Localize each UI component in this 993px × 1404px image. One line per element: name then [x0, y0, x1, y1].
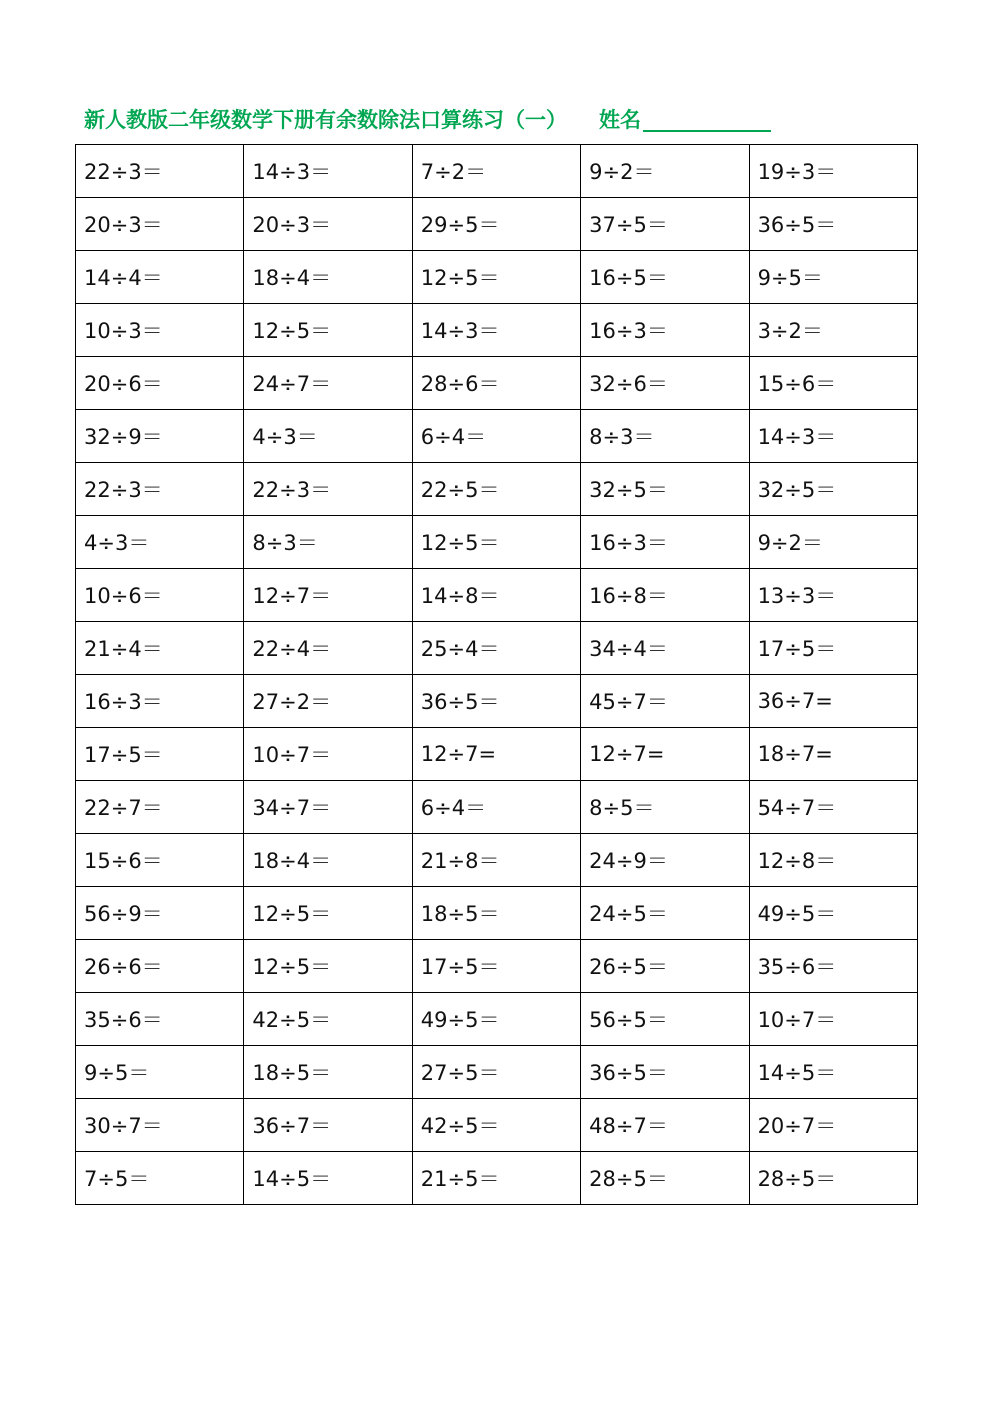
- problem-cell: 12÷5＝: [244, 304, 412, 357]
- problem-cell: 22÷3＝: [76, 145, 244, 198]
- problem-cell: 36÷5＝: [581, 1046, 749, 1099]
- problem-cell: 8÷5＝: [581, 781, 749, 834]
- problem-cell: 28÷6＝: [412, 357, 580, 410]
- problem-cell: 18÷7=: [749, 728, 917, 781]
- problem-cell: 32÷5＝: [581, 463, 749, 516]
- problem-cell: 54÷7＝: [749, 781, 917, 834]
- problem-cell: 16÷3＝: [581, 516, 749, 569]
- problem-cell: 22÷5＝: [412, 463, 580, 516]
- problem-cell: 8÷3＝: [581, 410, 749, 463]
- problem-cell: 35÷6＝: [76, 993, 244, 1046]
- problem-cell: 27÷2＝: [244, 675, 412, 728]
- problem-cell: 20÷6＝: [76, 357, 244, 410]
- problem-cell: 30÷7＝: [76, 1099, 244, 1152]
- problem-cell: 29÷5＝: [412, 198, 580, 251]
- problem-cell: 17÷5＝: [749, 622, 917, 675]
- problem-cell: 9÷2＝: [749, 516, 917, 569]
- problem-cell: 27÷5＝: [412, 1046, 580, 1099]
- problem-cell: 10÷6＝: [76, 569, 244, 622]
- problem-cell: 20÷7＝: [749, 1099, 917, 1152]
- problem-cell: 32÷6＝: [581, 357, 749, 410]
- problem-cell: 13÷3＝: [749, 569, 917, 622]
- problem-cell: 20÷3＝: [76, 198, 244, 251]
- problem-cell: 56÷9＝: [76, 887, 244, 940]
- problem-cell: 9÷2＝: [581, 145, 749, 198]
- problem-cell: 21÷4＝: [76, 622, 244, 675]
- problem-cell: 4÷3＝: [244, 410, 412, 463]
- problem-cell: 9÷5＝: [76, 1046, 244, 1099]
- problem-cell: 14÷4＝: [76, 251, 244, 304]
- problem-cell: 32÷5＝: [749, 463, 917, 516]
- problem-cell: 28÷5＝: [581, 1152, 749, 1205]
- problem-cell: 16÷3＝: [581, 304, 749, 357]
- problem-cell: 48÷7＝: [581, 1099, 749, 1152]
- name-label: 姓名: [599, 107, 641, 132]
- problem-cell: 14÷3＝: [244, 145, 412, 198]
- problem-cell: 25÷4＝: [412, 622, 580, 675]
- problem-cell: 19÷3＝: [749, 145, 917, 198]
- problem-cell: 14÷8＝: [412, 569, 580, 622]
- problem-cell: 16÷3＝: [76, 675, 244, 728]
- problem-cell: 16÷5＝: [581, 251, 749, 304]
- problem-cell: 24÷9＝: [581, 834, 749, 887]
- problem-row: [76, 569, 918, 622]
- problem-cell: 20÷3＝: [244, 198, 412, 251]
- problem-cell: 7÷2＝: [412, 145, 580, 198]
- problem-cell: 36÷5＝: [412, 675, 580, 728]
- problem-cell: 34÷7＝: [244, 781, 412, 834]
- problem-cell: 10÷3＝: [76, 304, 244, 357]
- problem-row: [76, 675, 918, 728]
- problem-row: [76, 410, 918, 463]
- problem-cell: 26÷5＝: [581, 940, 749, 993]
- problem-row: [76, 940, 918, 993]
- problem-cell: 12÷7=: [581, 728, 749, 781]
- problem-cell: 12÷8＝: [749, 834, 917, 887]
- problem-cell: 42÷5＝: [244, 993, 412, 1046]
- problem-cell: 56÷5＝: [581, 993, 749, 1046]
- problem-cell: 22÷3＝: [244, 463, 412, 516]
- problem-cell: 16÷8＝: [581, 569, 749, 622]
- problem-row: [76, 198, 918, 251]
- problem-cell: 14÷3＝: [749, 410, 917, 463]
- problem-cell: 32÷9＝: [76, 410, 244, 463]
- problem-row: [76, 1046, 918, 1099]
- problem-cell: 36÷7＝: [244, 1099, 412, 1152]
- problem-row: [76, 251, 918, 304]
- problem-cell: 36÷5＝: [749, 198, 917, 251]
- problem-row: [76, 357, 918, 410]
- problem-cell: 12÷5＝: [244, 940, 412, 993]
- problem-row: [76, 622, 918, 675]
- problem-row: [76, 834, 918, 887]
- problem-row: [76, 1152, 918, 1205]
- problem-cell: 14÷5＝: [749, 1046, 917, 1099]
- problem-cell: 36÷7=: [749, 675, 917, 728]
- problem-cell: 6÷4＝: [412, 781, 580, 834]
- problem-cell: 24÷7＝: [244, 357, 412, 410]
- problem-cell: 15÷6＝: [76, 834, 244, 887]
- problem-cell: 49÷5＝: [412, 993, 580, 1046]
- problem-cell: 7÷5＝: [76, 1152, 244, 1205]
- problem-cell: 8÷3＝: [244, 516, 412, 569]
- problem-cell: 12÷5＝: [412, 516, 580, 569]
- problem-cell: 28÷5＝: [749, 1152, 917, 1205]
- problem-grid: [75, 144, 918, 1205]
- problem-cell: 34÷4＝: [581, 622, 749, 675]
- problem-cell: 18÷5＝: [244, 1046, 412, 1099]
- worksheet-header: [84, 104, 771, 134]
- problem-cell: 17÷5＝: [412, 940, 580, 993]
- problem-row: [76, 728, 918, 781]
- problem-cell: 3÷2＝: [749, 304, 917, 357]
- problem-row: [76, 516, 918, 569]
- problem-cell: 9÷5＝: [749, 251, 917, 304]
- problem-cell: 12÷5＝: [244, 887, 412, 940]
- problem-row: [76, 993, 918, 1046]
- problem-row: [76, 1099, 918, 1152]
- problem-cell: 12÷5＝: [412, 251, 580, 304]
- problem-cell: 35÷6＝: [749, 940, 917, 993]
- problem-cell: 14÷5＝: [244, 1152, 412, 1205]
- problem-cell: 15÷6＝: [749, 357, 917, 410]
- problem-cell: 17÷5＝: [76, 728, 244, 781]
- problem-cell: 49÷5＝: [749, 887, 917, 940]
- problem-cell: 12÷7＝: [244, 569, 412, 622]
- problem-cell: 10÷7＝: [244, 728, 412, 781]
- problem-cell: 18÷5＝: [412, 887, 580, 940]
- problem-cell: 18÷4＝: [244, 834, 412, 887]
- problem-cell: 10÷7＝: [749, 993, 917, 1046]
- problem-cell: 37÷5＝: [581, 198, 749, 251]
- problem-row: [76, 887, 918, 940]
- problem-cell: 24÷5＝: [581, 887, 749, 940]
- problem-row: [76, 463, 918, 516]
- problem-cell: 21÷5＝: [412, 1152, 580, 1205]
- page-title: 新人教版二年级数学下册有余数除法口算练习（一）: [84, 107, 567, 132]
- problem-cell: 14÷3＝: [412, 304, 580, 357]
- problem-cell: 12÷7=: [412, 728, 580, 781]
- problem-cell: 6÷4＝: [412, 410, 580, 463]
- problem-row: [76, 304, 918, 357]
- problem-row: [76, 781, 918, 834]
- problem-cell: 22÷7＝: [76, 781, 244, 834]
- problem-row: [76, 145, 918, 198]
- problem-cell: 42÷5＝: [412, 1099, 580, 1152]
- name-blank-line[interactable]: [643, 130, 771, 132]
- problem-cell: 4÷3＝: [76, 516, 244, 569]
- problem-cell: 22÷3＝: [76, 463, 244, 516]
- problem-cell: 26÷6＝: [76, 940, 244, 993]
- problem-cell: 45÷7＝: [581, 675, 749, 728]
- problem-cell: 18÷4＝: [244, 251, 412, 304]
- problem-cell: 22÷4＝: [244, 622, 412, 675]
- problem-cell: 21÷8＝: [412, 834, 580, 887]
